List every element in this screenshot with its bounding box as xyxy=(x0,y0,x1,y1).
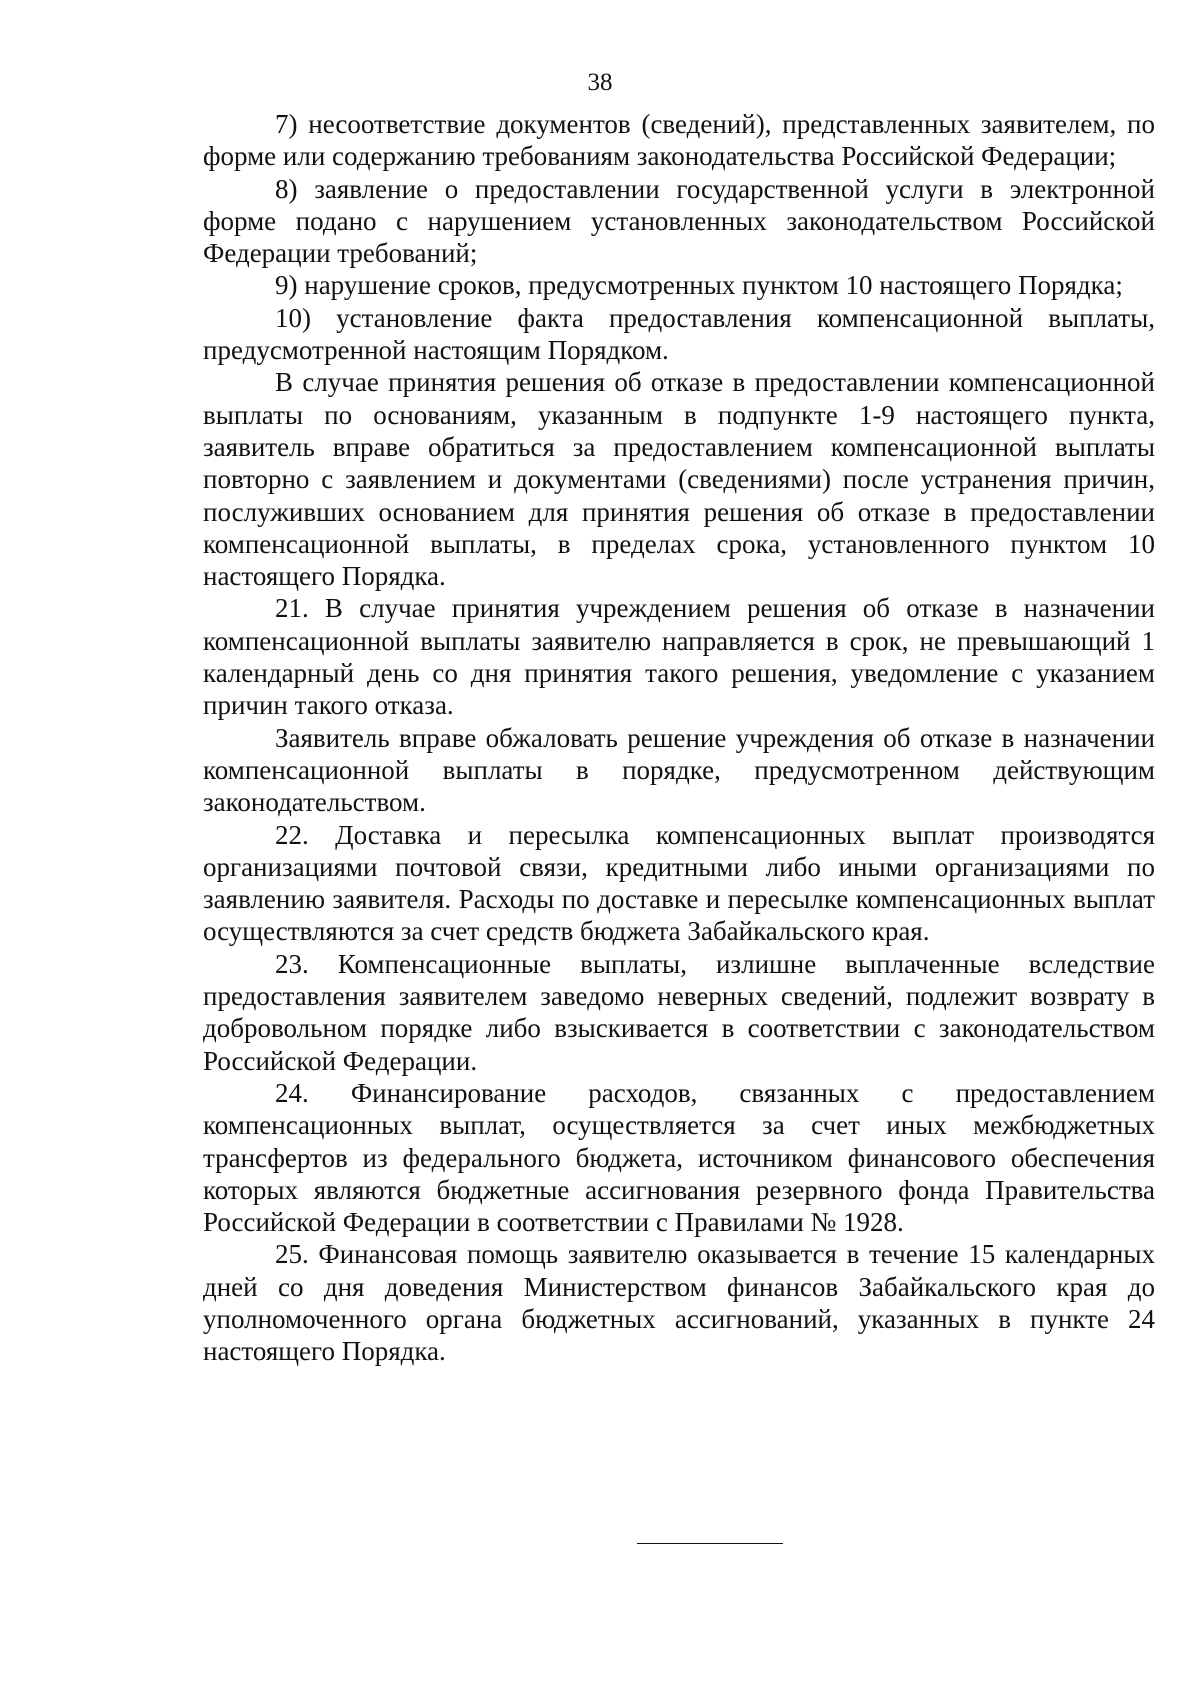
paragraph-item-7: 7) несоответствие документов (сведений), представленных заявителем, по форме или содержанию требованиям законодательства Российской Федерации; xyxy=(203,109,1155,172)
paragraph-clause-25: 25. Финансовая помощь заявителю оказывается в течение 15 календарных дней со дня доведения Министерством финансов Забайкальского края до уполномоченного органа бюджетных ассигнований, указанных в пункте 24 настоящего Порядка. xyxy=(203,1239,1155,1367)
paragraph-item-8: 8) заявление о предоставлении государственной услуги в электронной форме подано с нарушением установленных законодательством Российской Федерации требований; xyxy=(203,173,1155,269)
paragraph-clause-22: 22. Доставка и пересылка компенсационных выплат производятся организациями почтовой связи, кредитными либо иными организациями по заявлению заявителя. Расходы по доставке и пересылке компенсационных выплат осуществляются за счет средств бюджета Забайкальского края. xyxy=(203,819,1155,947)
page-number: 38 xyxy=(587,69,613,96)
document-body xyxy=(203,108,1155,1368)
paragraph-refusal-case: В случае принятия решения об отказе в предоставлении компенсационной выплаты по основаниям, указанным в подпункте 1-9 настоящего пункта, заявитель вправе обратиться за предоставлением компенсационной выплаты повторно с заявлением и документами (сведениями) после устранения причин, послуживших основанием для принятия решения об отказе в предоставлении компенсационной выплаты, в пределах срока, установленного пунктом 10 настоящего Порядка. xyxy=(203,367,1155,592)
end-of-document-rule xyxy=(637,1543,783,1544)
paragraph-clause-24: 24. Финансирование расходов, связанных с предоставлением компенсационных выплат, осуществляется за счет иных межбюджетных трансфертов из федерального бюджета, источником финансового обеспечения которых являются бюджетные ассигнования резервного фонда Правительства Российской Федерации в соответствии с Правилами № 1928. xyxy=(203,1077,1155,1238)
paragraph-item-10: 10) установление факта предоставления компенсационной выплаты, предусмотренной настоящим Порядком. xyxy=(203,302,1155,366)
paragraph-clause-21: 21. В случае принятия учреждением решения об отказе в назначении компенсационной выплаты заявителю направляется в срок, не превышающий 1 календарный день со дня принятия такого решения, уведомление с указанием причин такого отказа. xyxy=(203,593,1155,721)
paragraph-clause-23: 23. Компенсационные выплаты, излишне выплаченные вследствие предоставления заявителем заведомо неверных сведений, подлежит возврату в добровольном порядке либо взыскивается в соответствии с законодательством Российской Федерации. xyxy=(203,948,1155,1076)
paragraph-appeal-right: Заявитель вправе обжаловать решение учреждения об отказе в назначении компенсационной выплаты в порядке, предусмотренном действующим законодательством. xyxy=(203,722,1155,818)
paragraph-item-9: 9) нарушение сроков, предусмотренных пунктом 10 настоящего Порядка; xyxy=(275,270,1123,301)
